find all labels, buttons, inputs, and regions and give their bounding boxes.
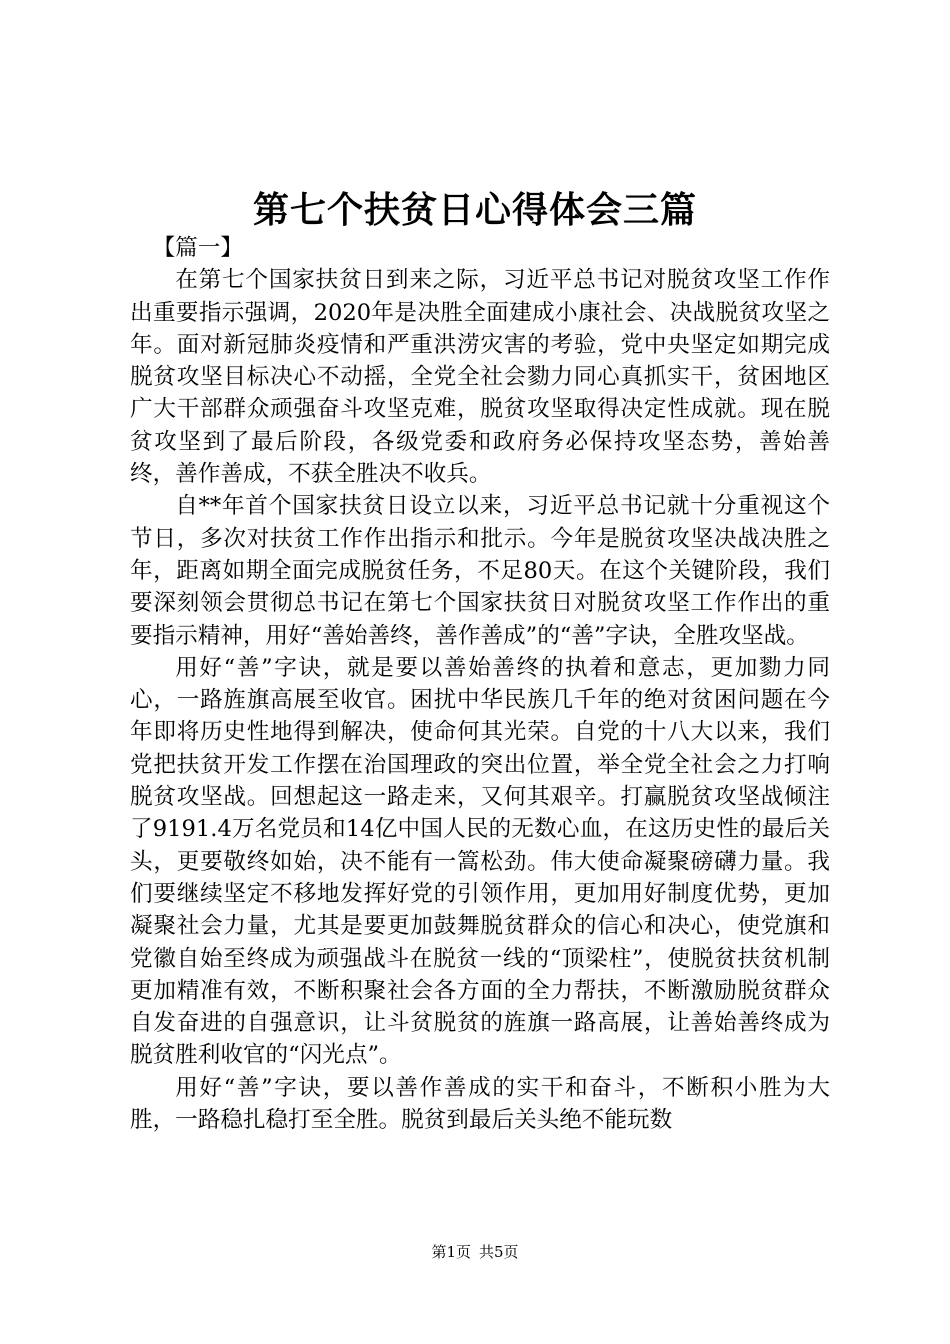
paragraph: 自**年首个国家扶贫日设立以来，习近平总书记就十分重视这个节日，多次对扶贫工作作出指示和批示。今年是脱贫攻坚决战决胜之年，距离如期全面完成脱贫任务，不足80天。在这个关键阶段，我们要深刻领会贯彻总书记在第七个国家扶贫日对脱贫攻坚工作作出的重要指示精神，用好“善始善终，善作善成”的“善”字诀，全胜攻坚战。 [130, 493, 830, 649]
document-body [130, 232, 830, 1136]
document-title: 第七个扶贫日心得体会三篇 [252, 189, 697, 231]
section-label: 【篇一】 [152, 235, 243, 261]
page-number-total: 共5页 [479, 1243, 519, 1261]
page-footer [0, 1242, 950, 1262]
paragraph: 在第七个国家扶贫日到来之际，习近平总书记对脱贫攻坚工作作出重要指示强调，2020年是决胜全面建成小康社会、决战脱贫攻坚之年。面对新冠肺炎疫情和严重洪涝灾害的考验，党中央坚定如期完成脱贫攻坚目标决心不动摇，全党全社会勠力同心真抓实干，贫困地区广大干部群众顽强奋斗攻坚克难，脱贫攻坚取得决定性成就。现在脱贫攻坚到了最后阶段，各级党委和政府务必保持攻坚态势，善始善终，善作善成，不获全胜决不收兵。 [130, 267, 830, 488]
paragraph: 用好“善”字诀，就是要以善始善终的执着和意志，更加勠力同心，一路旌旗高展至收官。困扰中华民族几千年的绝对贫困问题在今年即将历史性地得到解决，使命何其光荣。自党的十八大以来，我们党把扶贫开发工作摆在治国理政的突出位置，举全党全社会之力打响脱贫攻坚战。回想起这一路走来，又何其艰辛。打赢脱贫攻坚战倾注了9191.4万名党员和14亿中国人民的无数心血，在这历史性的最后关头，更要敬终如始，决不能有一篙松劲。伟大使命凝聚磅礴力量。我们要继续坚定不移地发挥好党的引领作用，更加用好制度优势，更加凝聚社会力量，尤其是要更加鼓舞脱贫群众的信心和决心，使党旗和党徽自始至终成为顽强战斗在脱贫一线的“顶梁柱”，使脱贫扶贫机制更加精准有效，不断积聚社会各方面的全力帮扶，不断激励脱贫群众自发奋进的自强意识，让斗贫脱贫的旌旗一路高展，让善始善终成为脱贫胜利收官的“闪光点”。 [130, 654, 830, 1069]
page-number-current: 第1页 [431, 1243, 471, 1261]
paragraph: 用好“善”字诀，要以善作善成的实干和奋斗，不断积小胜为大胜，一路稳扎稳打至全胜。脱贫到最后关头绝不能玩数 [130, 1074, 830, 1134]
